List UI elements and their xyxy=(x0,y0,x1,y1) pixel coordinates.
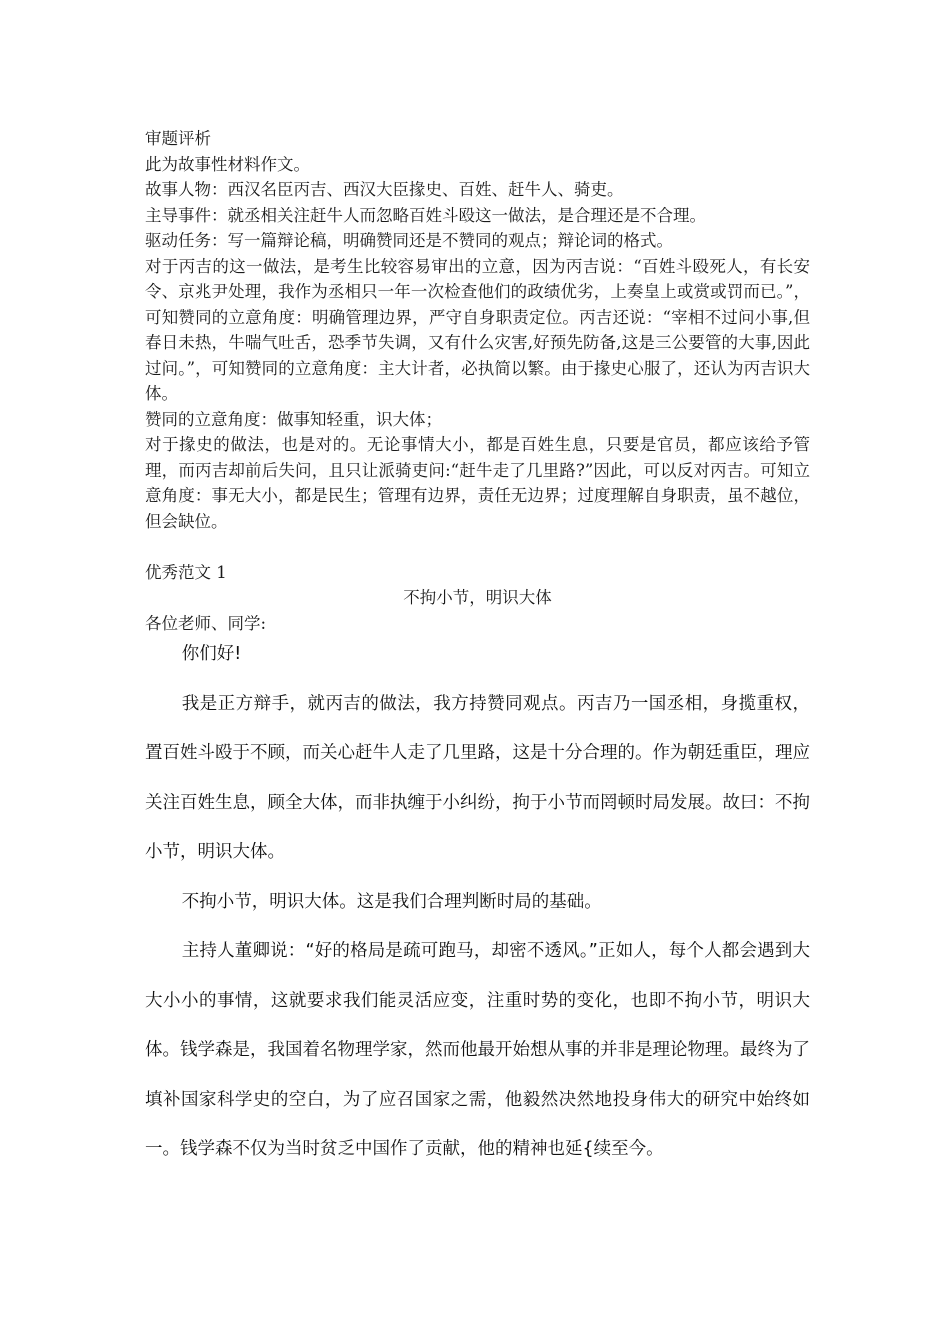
analysis-paragraph: 对于丙吉的这一做法，是考生比较容易审出的立意，因为丙吉说：“百姓斗殴死人，有长安令、京兆尹处理，我作为丞相只一年一次检查他们的政绩优劣，上奏皇上或赏或罚而已。”，可知赞同的立意角度：明确管理边界，严守自身职责定位。丙吉还说：“宰相不过问小事,但春日未热，牛喘气吐舌，恐季节失调，又有什么灾害,好预先防备,这是三公要管的大事,因此过问。”，可知赞同的立意角度：主大计者，必执简以繁。由于掾史心服了，还认为丙吉识大体。 xyxy=(145,256,810,403)
essay-salutation: 各位老师、同学: xyxy=(145,613,267,633)
analysis-paragraph: 驱动任务：写一篇辩论稿，明确赞同还是不赞同的观点；辩论词的格式。 xyxy=(145,231,673,250)
essay-greeting: 你们好! xyxy=(181,644,242,664)
essay-title: 不拘小节，明识大体 xyxy=(403,588,552,607)
analysis-paragraph: 对于掾史的做法，也是对的。无论事情大小，都是百姓生息，只要是官员，都应该给予管理，而丙吉却前后失问，且只让派骑吏问:“赶牛走了几里路?”因此，可以反对丙吉。可知立意角度：事无大小，都是民生；管理有边界，责任无边界；过度理解自身职责，虽不越位，但会缺位。 xyxy=(145,435,810,531)
essay-body xyxy=(145,630,810,1175)
analysis-section xyxy=(145,126,810,636)
blank-line xyxy=(145,534,810,560)
analysis-paragraph: 故事人物：西汉名臣丙吉、西汉大臣掾史、百姓、赶牛人、骑吏。 xyxy=(145,180,624,199)
analysis-heading: 审题评析 xyxy=(145,129,211,148)
essay-paragraph: 主持人董卿说：“好的格局是疏可跑马，却密不透风。”正如人，每个人都会遇到大大小小的事情，这就要求我们能灵活应变，注重时势的变化，也即不拘小节，明识大体。钱学森是，我国着名物理学家，然而他最开始想从事的并非是理论物理。最终为了填补国家科学史的空白，为了应召国家之需，他毅然决然地投身伟大的研究中始终如一。钱学森不仅为当时贫乏中国作了贡献，他的精神也延{续至今。 xyxy=(145,941,810,1159)
analysis-paragraph: 主导事件：就丞相关注赶牛人而忽略百姓斗殴这一做法，是合理还是不合理。 xyxy=(145,205,706,225)
analysis-paragraph: 赞同的立意角度：做事知轻重，识大体； xyxy=(145,409,442,429)
analysis-paragraph: 此为故事性材料作文。 xyxy=(145,154,310,174)
essay-paragraph: 我是正方辩手，就丙吉的做法，我方持赞同观点。丙吉乃一国丞相，身揽重权，置百姓斗殴于不顾，而关心赶牛人走了几里路，这是十分合理的。作为朝廷重臣，理应关注百姓生息，顾全大体，而非执缠于小纠纷，拘于小节而罔顿时局发展。故曰：不拘小节，明识大体。 xyxy=(145,693,810,862)
essay-label: 优秀范文 1 xyxy=(145,562,227,582)
essay-paragraph: 不拘小节，明识大体。这是我们合理判断时局的基础。 xyxy=(181,891,602,912)
